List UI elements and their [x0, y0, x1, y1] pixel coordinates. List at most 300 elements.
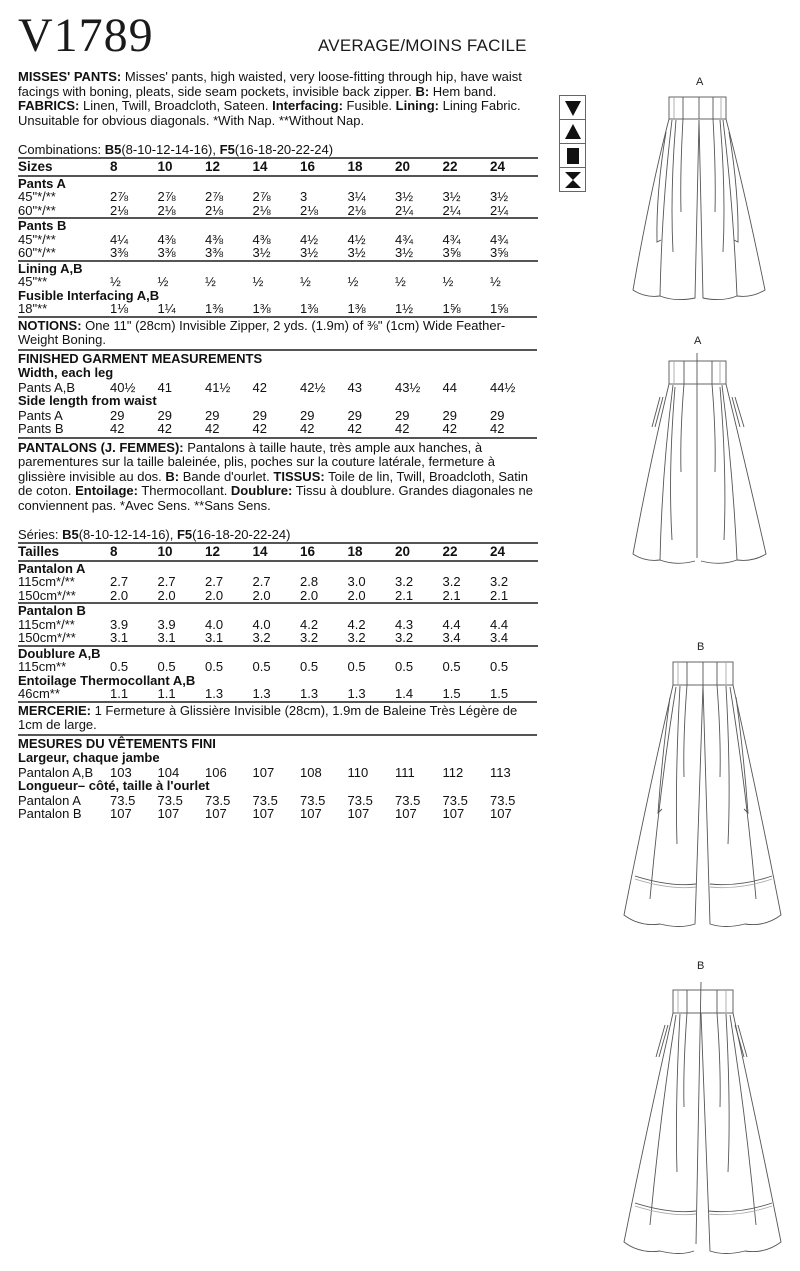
pattern-number: V1789: [18, 9, 154, 62]
yardage-cell: ½: [157, 274, 169, 289]
yardage-cell: 3½: [347, 245, 366, 260]
sizes-label: Tailles: [18, 543, 110, 561]
sizes-header-row: [18, 158, 538, 176]
yardage-cell: 1.4: [395, 686, 414, 701]
measurement-cell: 29: [442, 407, 457, 423]
measurement-cell: 42: [157, 421, 172, 436]
size-header: 14: [253, 158, 301, 176]
measurement-cell: 73.5: [490, 792, 516, 808]
yardage-table: [18, 157, 538, 316]
yardage-cell: 0.5: [157, 659, 176, 674]
size-header: 12: [205, 543, 253, 561]
garment-label: Pants B: [18, 421, 64, 436]
measurement-cell: 42: [442, 421, 457, 436]
description-heading: B:: [415, 83, 430, 99]
measurement-subtitle: Longueur– côté, taille à l'ourlet: [18, 778, 210, 793]
yardage-cell: 1.1: [110, 686, 129, 701]
combo-b5-sizes: (8-10-12-14-16),: [121, 142, 220, 157]
fabric-width-label: 150cm*/**: [18, 630, 76, 645]
size-header: 22: [443, 543, 491, 561]
measurement-cell: 42: [110, 421, 125, 436]
yardage-cell: 3½: [395, 189, 414, 204]
size-header: 24: [490, 158, 538, 176]
yardage-cell: 0.5: [205, 659, 224, 674]
yardage-cell: 2.7: [205, 574, 224, 589]
combinations-label: Séries:: [18, 527, 63, 542]
measurement-cell: 107: [347, 806, 370, 821]
yardage-cell: 4.0: [252, 616, 271, 632]
description-heading: PANTALONS (J. FEMMES):: [18, 439, 184, 455]
measurement-cell: 113: [490, 764, 511, 780]
size-header: 24: [490, 543, 538, 561]
yardage-cell: 1.5: [442, 686, 461, 701]
illustration-pants-b-front: [600, 637, 800, 937]
yardage-cell: 4¾: [490, 231, 509, 247]
pants-a-back-drawing: [600, 332, 800, 572]
yardage-cell: ½: [205, 274, 216, 289]
yardage-cell: ½: [300, 274, 311, 289]
yardage-cell: 3½: [300, 245, 319, 260]
description-heading: B:: [165, 468, 180, 484]
description-text: Toile de lin, Twill, Broadcloth, Satin de coton.: [18, 468, 528, 498]
yardage-cell: 2.1: [490, 587, 509, 603]
measurement-cell: 108: [300, 764, 322, 780]
measurement-cell: 42: [395, 421, 410, 436]
yardage-cell: 1⅜: [347, 301, 366, 316]
yardage-cell: 2⅛: [205, 202, 224, 218]
measurement-cell: 107: [252, 806, 275, 821]
measurement-cell: 106: [205, 764, 227, 780]
yardage-section-row: [18, 646, 538, 661]
yardage-section-row: [18, 218, 538, 233]
yardage-cell: ½: [442, 274, 454, 289]
garment-label: Pants A,B: [18, 379, 76, 395]
yardage-cell: 4.4: [490, 616, 509, 632]
yardage-section-title: Pants B: [18, 218, 538, 233]
measurement-cell: 41½: [205, 379, 231, 395]
yardage-cell: 1¼: [157, 301, 176, 316]
yardage-cell: 3.1: [157, 630, 176, 645]
measurement-table: [18, 794, 538, 821]
measurement-cell: 44: [442, 379, 457, 395]
yardage-cell: 0.5: [110, 659, 129, 674]
combo-b5-sizes: (8-10-12-14-16),: [78, 527, 177, 542]
measurement-cell: 111: [395, 764, 415, 780]
yardage-cell: 2.0: [300, 587, 319, 603]
table-row: [18, 302, 538, 316]
measurement-table: [18, 381, 538, 395]
size-header: 18: [348, 158, 396, 176]
description-heading: Entoilage:: [75, 483, 138, 498]
measurement-cell: 107: [300, 806, 322, 821]
yardage-cell: 3½: [395, 245, 414, 260]
yardage-cell: 2⅞: [157, 189, 176, 204]
measurement-cell: 29: [110, 407, 125, 423]
yardage-cell: 3⅝: [442, 245, 461, 260]
fabric-width-label: 45"*/**: [18, 231, 56, 247]
notions-text: One 11" (28cm) Invisible Zipper, 2 yds. (1.9m) of ⅜" (1cm) Wide Feather-Weight Boning.: [18, 317, 506, 347]
table-row: [18, 794, 538, 808]
measurement-table: [18, 766, 538, 780]
view-label: B: [697, 960, 705, 972]
size-header: 18: [348, 543, 396, 561]
description-text: Pantalons à taille haute, très ample aux hanches, à parementures sur la taille baleinée, plis, poches sur la couture latérale, fermeture à glissière invisible au dos.: [18, 439, 495, 484]
finished-measurements-title: MESURES DU VÊTEMENTS FINI: [18, 735, 216, 751]
description-text: Thermocollant.: [137, 483, 231, 498]
size-header: 12: [205, 158, 253, 176]
yardage-cell: 4¼: [110, 231, 129, 247]
combo-f5-code: F5: [176, 527, 193, 542]
combinations-label: Combinations:: [18, 142, 105, 157]
garment-label: Pantalon B: [18, 806, 82, 821]
description-heading: Doublure:: [230, 483, 293, 498]
table-row: [18, 575, 538, 589]
description-text: Hem band.: [429, 83, 497, 99]
yardage-cell: ½: [490, 274, 501, 289]
combo-f5-code: F5: [219, 142, 235, 157]
yardage-cell: 1⅜: [300, 301, 319, 316]
notions-heading: NOTIONS:: [18, 317, 82, 333]
combo-b5-code: B5: [104, 142, 122, 157]
measurement-cell: 42: [205, 421, 220, 436]
yardage-cell: 4⅜: [157, 231, 176, 247]
pants-a-front-drawing: [600, 72, 800, 312]
yardage-cell: 3⅝: [490, 245, 509, 260]
notions-paragraph: [18, 701, 537, 732]
yardage-cell: 1.5: [490, 686, 509, 701]
yardage-cell: 2.0: [347, 587, 366, 603]
fabric-width-label: 60"*/**: [18, 202, 56, 218]
description-paragraph: [18, 441, 537, 514]
size-header: 22: [443, 158, 491, 176]
fabric-width-label: 46cm**: [18, 686, 60, 701]
yardage-cell: 3.1: [110, 630, 129, 645]
yardage-section-row: [18, 176, 538, 191]
measurement-cell: 110: [347, 764, 369, 780]
measurement-cell: 41: [157, 379, 172, 395]
measurement-cell: 29: [395, 407, 410, 423]
yardage-cell: 2.8: [300, 574, 319, 589]
illustration-pants-a-front: [600, 72, 800, 312]
measurement-cell: 29: [347, 407, 362, 423]
finished-measurements-title: FINISHED GARMENT MEASUREMENTS: [18, 350, 263, 366]
yardage-section-row: [18, 603, 538, 618]
yardage-cell: 4½: [347, 231, 366, 247]
measurement-cell: 107: [490, 806, 512, 821]
measurement-cell: 107: [205, 806, 227, 821]
yardage-cell: 3.2: [395, 574, 414, 589]
notions-text: 1 Fermeture à Glissière Invisible (28cm), 1.9m de Baleine Très Légère de 1cm de large.: [18, 702, 518, 732]
yardage-cell: 2.7: [252, 574, 271, 589]
yardage-cell: 3.4: [490, 630, 509, 645]
yardage-cell: 3¼: [347, 189, 366, 204]
sizes-header-row: [18, 543, 538, 561]
measurement-cell: 42: [300, 421, 315, 436]
notions-heading: MERCERIE:: [18, 702, 91, 718]
yardage-cell: 0.5: [442, 659, 461, 674]
yardage-cell: 3½: [490, 189, 509, 204]
yardage-cell: 4¾: [395, 231, 414, 247]
measurement-cell: 44½: [490, 379, 516, 395]
illustration-pants-b-back: [600, 957, 800, 1267]
measurement-cell: 29: [490, 407, 505, 423]
yardage-cell: 0.5: [300, 659, 319, 674]
description-text: Bande d'ourlet.: [179, 468, 274, 484]
french-section: [18, 437, 537, 821]
yardage-section-title: Pantalon B: [18, 603, 538, 618]
yardage-cell: ½: [395, 274, 406, 289]
yardage-cell: ½: [252, 274, 264, 289]
measurement-cell: 104: [157, 764, 180, 780]
yardage-cell: 3⅜: [157, 245, 176, 260]
yardage-cell: ½: [110, 274, 121, 289]
table-row: [18, 807, 538, 821]
yardage-cell: 4.2: [300, 616, 319, 632]
yardage-cell: 1⅜: [205, 301, 224, 316]
measurement-cell: 73.5: [252, 792, 278, 808]
table-row: [18, 766, 538, 780]
measurement-cell: 73.5: [157, 792, 183, 808]
view-label: A: [696, 76, 704, 88]
table-row: [18, 409, 538, 423]
yardage-cell: 4.3: [395, 616, 414, 632]
yardage-cell: 4¾: [442, 231, 461, 247]
yardage-cell: 1⅝: [442, 301, 461, 316]
yardage-cell: 1⅝: [490, 301, 509, 316]
yardage-section-title: Pants A: [18, 175, 66, 191]
table-row: [18, 422, 538, 436]
fabric-width-label: 45"**: [18, 274, 48, 289]
size-header: 16: [300, 158, 348, 176]
yardage-cell: 2⅞: [205, 189, 224, 204]
yardage-cell: 2.0: [157, 587, 176, 603]
yardage-section-row: [18, 561, 538, 576]
yardage-table: [18, 542, 538, 701]
yardage-section-row: [18, 261, 538, 276]
yardage-cell: 3½: [252, 245, 271, 260]
yardage-cell: 4½: [300, 231, 319, 247]
measurement-cell: 73.5: [347, 792, 373, 808]
fabric-width-label: 115cm*/**: [18, 574, 75, 589]
sizes-label: Sizes: [18, 158, 110, 176]
yardage-cell: 4.2: [347, 616, 366, 632]
yardage-cell: 1.3: [347, 686, 366, 701]
finished-measurements: [18, 734, 537, 821]
yardage-cell: 2⅛: [110, 202, 129, 218]
size-header: 20: [395, 543, 443, 561]
yardage-cell: 3.9: [157, 616, 176, 632]
english-section: [18, 70, 537, 436]
yardage-cell: 2.0: [252, 587, 271, 603]
yardage-cell: 2⅛: [252, 202, 271, 218]
yardage-cell: 3.2: [490, 574, 509, 589]
size-header: 10: [158, 543, 206, 561]
measurement-subtitle: Width, each leg: [18, 365, 114, 380]
combo-f5-sizes: (16-18-20-22-24): [234, 142, 334, 157]
table-row: [18, 204, 538, 219]
yardage-cell: 2¼: [490, 202, 509, 218]
yardage-cell: 2⅞: [252, 189, 271, 204]
symbol-legend: [559, 95, 586, 192]
yardage-cell: 2.1: [395, 587, 414, 603]
measurement-cell: 42: [347, 421, 362, 436]
yardage-cell: ½: [347, 274, 359, 289]
yardage-cell: 2.1: [442, 587, 461, 603]
measurement-cell: 73.5: [110, 792, 136, 808]
description-heading: Interfacing:: [272, 98, 343, 113]
yardage-cell: 1⅜: [252, 301, 271, 316]
yardage-cell: 1.3: [252, 686, 271, 701]
yardage-section-title: Doublure A,B: [18, 646, 538, 661]
measurement-table: [18, 409, 538, 436]
garment-label: Pantalon A,B: [18, 764, 94, 780]
description-heading: TISSUS:: [273, 468, 325, 484]
measurement-cell: 73.5: [395, 792, 421, 808]
yardage-cell: 3⅜: [110, 245, 129, 260]
yardage-cell: 2.0: [110, 587, 129, 603]
yardage-section-row: [18, 289, 538, 303]
description-text: Misses' pants, high waisted, very loose-fitting through hip, have waist facings with boning, pleats, side seam pockets, invisible back zipper.: [18, 69, 522, 99]
yardage-cell: 3.1: [205, 630, 224, 645]
measurement-cell: 42: [490, 421, 505, 436]
yardage-cell: 4⅜: [252, 231, 271, 247]
yardage-section-title: Lining A,B: [18, 261, 538, 276]
description-text: Lining Fabric. Unsuitable for obvious diagonals. *With Nap. **Without Nap.: [18, 98, 521, 128]
measurement-cell: 73.5: [300, 792, 326, 808]
yardage-cell: 3: [300, 189, 308, 204]
combo-f5-sizes: (16-18-20-22-24): [192, 527, 291, 542]
fabric-width-label: 150cm*/**: [18, 587, 76, 603]
illustration-pants-a-back: [600, 332, 800, 572]
combo-b5-code: B5: [62, 527, 79, 542]
size-header: 20: [395, 158, 443, 176]
yardage-cell: 3⅜: [205, 245, 224, 260]
fabric-width-label: 115cm*/**: [18, 616, 75, 632]
table-row: [18, 589, 538, 604]
measurement-cell: 73.5: [442, 792, 468, 808]
yardage-cell: 2⅛: [300, 202, 319, 218]
size-header: 14: [253, 543, 301, 561]
yardage-cell: 0.5: [395, 659, 414, 674]
yardage-cell: 3.2: [442, 574, 461, 589]
yardage-cell: 1½: [395, 301, 414, 316]
table-row: [18, 618, 538, 632]
yardage-section-title: Fusible Interfacing A,B: [18, 287, 160, 303]
size-combinations: [18, 143, 537, 157]
yardage-cell: 3.9: [110, 616, 129, 632]
yardage-cell: 2⅞: [110, 189, 129, 204]
table-row: [18, 190, 538, 204]
measurement-subtitle: Side length from waist: [18, 393, 157, 408]
size-header: 10: [158, 158, 206, 176]
yardage-cell: 4.0: [205, 616, 224, 632]
size-combinations: [18, 528, 537, 542]
measurement-cell: 43½: [395, 379, 421, 395]
yardage-cell: 1⅛: [110, 301, 129, 316]
yardage-cell: 2.7: [110, 574, 129, 589]
yardage-cell: 4.4: [442, 616, 461, 632]
size-header: 8: [110, 158, 158, 176]
yardage-section-row: [18, 674, 538, 688]
measurement-cell: 43: [347, 379, 362, 395]
measurement-cell: 42: [252, 379, 267, 395]
description-text: Tissu à doublure. Grandes diagonales ne conviennent pas. *Avec Sens. **Sans Sens.: [18, 483, 533, 513]
fabric-width-label: 60"*/**: [18, 245, 56, 260]
yardage-cell: 4⅜: [205, 231, 224, 247]
measurement-cell: 103: [110, 764, 132, 780]
yardage-cell: 1.3: [205, 686, 224, 701]
yardage-section-title: Pantalon A: [18, 560, 86, 576]
yardage-cell: 0.5: [252, 659, 271, 674]
fabric-width-label: 45"*/**: [18, 189, 56, 204]
measurement-cell: 107: [442, 806, 465, 821]
measurement-cell: 107: [395, 806, 417, 821]
description-text: Fusible.: [342, 98, 396, 113]
measurement-cell: 107: [252, 764, 275, 780]
hourglass-icon: [560, 168, 585, 191]
table-row: [18, 660, 538, 674]
measurement-cell: 107: [157, 806, 180, 821]
yardage-cell: 2¼: [395, 202, 414, 218]
yardage-cell: 0.5: [490, 659, 509, 674]
table-row: [18, 381, 538, 395]
view-label: B: [697, 641, 705, 653]
yardage-cell: 0.5: [347, 659, 366, 674]
yardage-cell: 2⅛: [347, 202, 366, 218]
difficulty-level: AVERAGE/MOINS FACILE: [318, 36, 527, 55]
pattern-info-column: [18, 70, 537, 821]
table-row: [18, 246, 538, 261]
measurement-cell: 29: [205, 407, 220, 423]
table-row: [18, 233, 538, 247]
yardage-cell: 2⅛: [157, 202, 176, 218]
yardage-cell: 1.1: [157, 686, 176, 701]
measurement-subtitle: Largeur, chaque jambe: [18, 750, 160, 765]
measurement-cell: 73.5: [205, 792, 231, 808]
yardage-cell: 3½: [442, 189, 461, 204]
yardage-cell: 3.0: [347, 574, 366, 589]
yardage-cell: 3.2: [300, 630, 319, 645]
description-heading: FABRICS:: [18, 98, 80, 113]
garment-label: Pants A: [18, 407, 63, 423]
square-icon: [560, 144, 585, 168]
size-header: 16: [300, 543, 348, 561]
measurement-cell: 29: [300, 407, 315, 423]
yardage-cell: 3.4: [442, 630, 461, 645]
finished-measurements: [18, 349, 537, 436]
yardage-section-title: Entoilage Thermocollant A,B: [18, 672, 196, 688]
notions-paragraph: [18, 316, 537, 347]
down-triangle-icon: [560, 96, 585, 120]
size-header: 8: [110, 543, 158, 561]
yardage-cell: 2¼: [442, 202, 461, 218]
yardage-cell: 2.7: [157, 574, 176, 589]
up-triangle-icon: [560, 120, 585, 144]
description-heading: Lining:: [395, 98, 439, 113]
measurement-cell: 29: [157, 407, 172, 423]
description-text: Linen, Twill, Broadcloth, Sateen.: [79, 98, 273, 113]
table-row: [18, 275, 538, 289]
measurement-cell: 107: [110, 806, 132, 821]
table-row: [18, 687, 538, 701]
yardage-cell: 3.2: [395, 630, 414, 645]
measurement-cell: 42½: [300, 379, 326, 395]
fabric-width-label: 115cm**: [18, 659, 67, 674]
yardage-cell: 2.0: [205, 587, 224, 603]
table-row: [18, 631, 538, 646]
view-label: A: [694, 335, 702, 347]
pants-b-front-drawing: [600, 637, 800, 937]
